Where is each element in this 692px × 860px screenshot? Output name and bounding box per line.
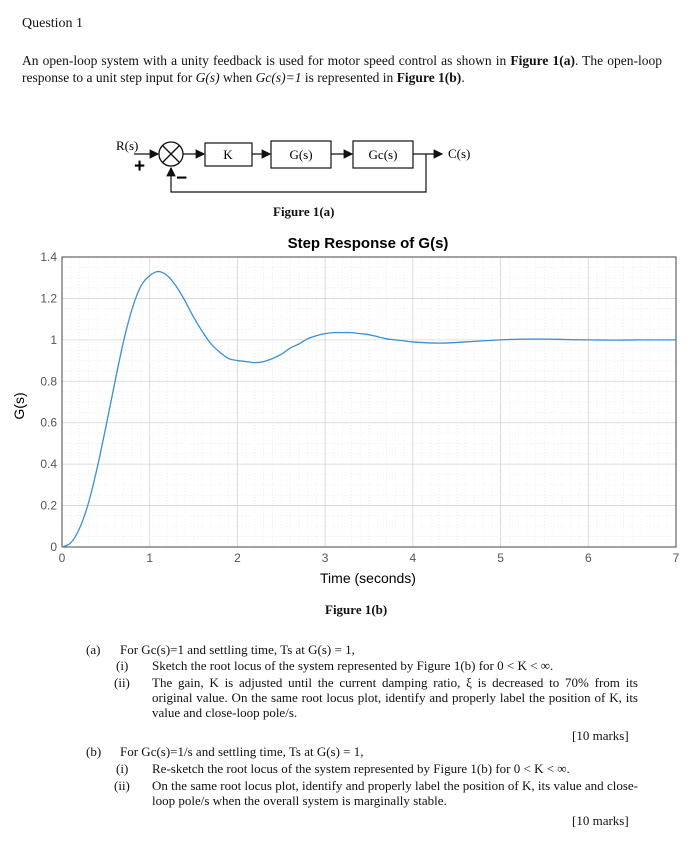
question-intro	[22, 52, 662, 86]
chart-grid	[62, 257, 676, 547]
output-label: C(s)	[448, 146, 471, 161]
x-tick-label: 4	[409, 551, 417, 565]
part-a-ii-text: The gain, K is adjusted until the current damping ratio, ξ is decreased to 70% from its original value. On the same root locus plot, identify and properly label the position of K, its value and close-loop pole/s.	[152, 675, 638, 720]
figure-a-reference: Figure 1(a)	[510, 53, 575, 68]
controller-block-label: Gc(s)	[368, 147, 398, 162]
minus-sign: −	[176, 168, 188, 189]
part-b-i-label: (i)	[116, 761, 129, 776]
chart-y-axis-label: G(s)	[11, 392, 27, 420]
intro-gs: G(s)	[195, 70, 220, 85]
part-b-ii-label: (ii)	[114, 778, 130, 793]
part-b-marks: [10 marks]	[572, 813, 629, 828]
x-tick-label: 6	[584, 551, 592, 565]
intro-text-1: An open-loop system with a unity feedback is used for motor speed control as shown in	[22, 53, 507, 68]
part-a-marks: [10 marks]	[572, 728, 629, 743]
y-tick-label: 0.2	[40, 498, 57, 513]
chart-x-axis-label: Time (seconds)	[320, 570, 416, 586]
part-b-i-text: Re-sketch the root locus of the system represented by Figure 1(b) for 0 < K < ∞.	[152, 761, 570, 776]
plant-block-label: G(s)	[289, 147, 313, 162]
y-tick-label: 0.6	[40, 415, 57, 430]
x-tick-label: 3	[321, 551, 329, 565]
y-tick-label: 1.2	[40, 291, 57, 306]
part-a-i-text: Sketch the root locus of the system represented by Figure 1(b) for 0 < K < ∞.	[152, 658, 554, 673]
intro-gc-equation: Gc(s)=1	[255, 70, 302, 85]
part-b-label: (b)	[86, 744, 102, 759]
intro-text-2: . The open-loop response to a unit step input for	[22, 53, 662, 85]
part-a-label: (a)	[86, 642, 101, 657]
chart-title: Step Response of G(s)	[287, 235, 449, 252]
figure-b-caption: Figure 1(b)	[325, 602, 388, 617]
x-tick-label: 1	[146, 551, 154, 565]
part-a-i-label: (i)	[116, 658, 129, 673]
x-tick-label: 0	[58, 551, 66, 565]
intro-text-5: .	[461, 70, 465, 85]
y-tick-label: 1.4	[40, 250, 57, 264]
intro-text-4: is represented in	[304, 70, 394, 85]
figure-a-caption: Figure 1(a)	[273, 204, 335, 219]
block-diagram	[100, 132, 500, 202]
intro-text-3: when	[222, 70, 253, 85]
y-tick-label: 0.4	[40, 457, 57, 472]
question-title: Question 1	[22, 16, 84, 31]
step-response-chart	[0, 226, 692, 594]
input-label: R(s)	[116, 138, 139, 153]
gain-block-label: K	[223, 147, 233, 162]
part-b-ii-text: On the same root locus plot, identify and properly label the position of K, its value and close-loop pole/s when the overall system is marginally stable.	[152, 778, 638, 808]
x-tick-label: 5	[497, 551, 504, 565]
plus-sign: +	[134, 156, 146, 177]
x-tick-label: 7	[672, 551, 680, 565]
part-b-stem: For Gc(s)=1/s and settling time, Ts at G(s) = 1,	[120, 744, 364, 759]
y-tick-label: 1	[50, 332, 57, 347]
y-tick-label: 0.8	[40, 374, 57, 389]
y-tick-label: 0	[50, 540, 57, 554]
x-tick-label: 2	[234, 551, 241, 565]
part-a-ii-label: (ii)	[114, 675, 130, 690]
part-a-stem: For Gc(s)=1 and settling time, Ts at G(s) = 1,	[120, 642, 355, 657]
figure-b-reference: Figure 1(b)	[396, 70, 462, 85]
